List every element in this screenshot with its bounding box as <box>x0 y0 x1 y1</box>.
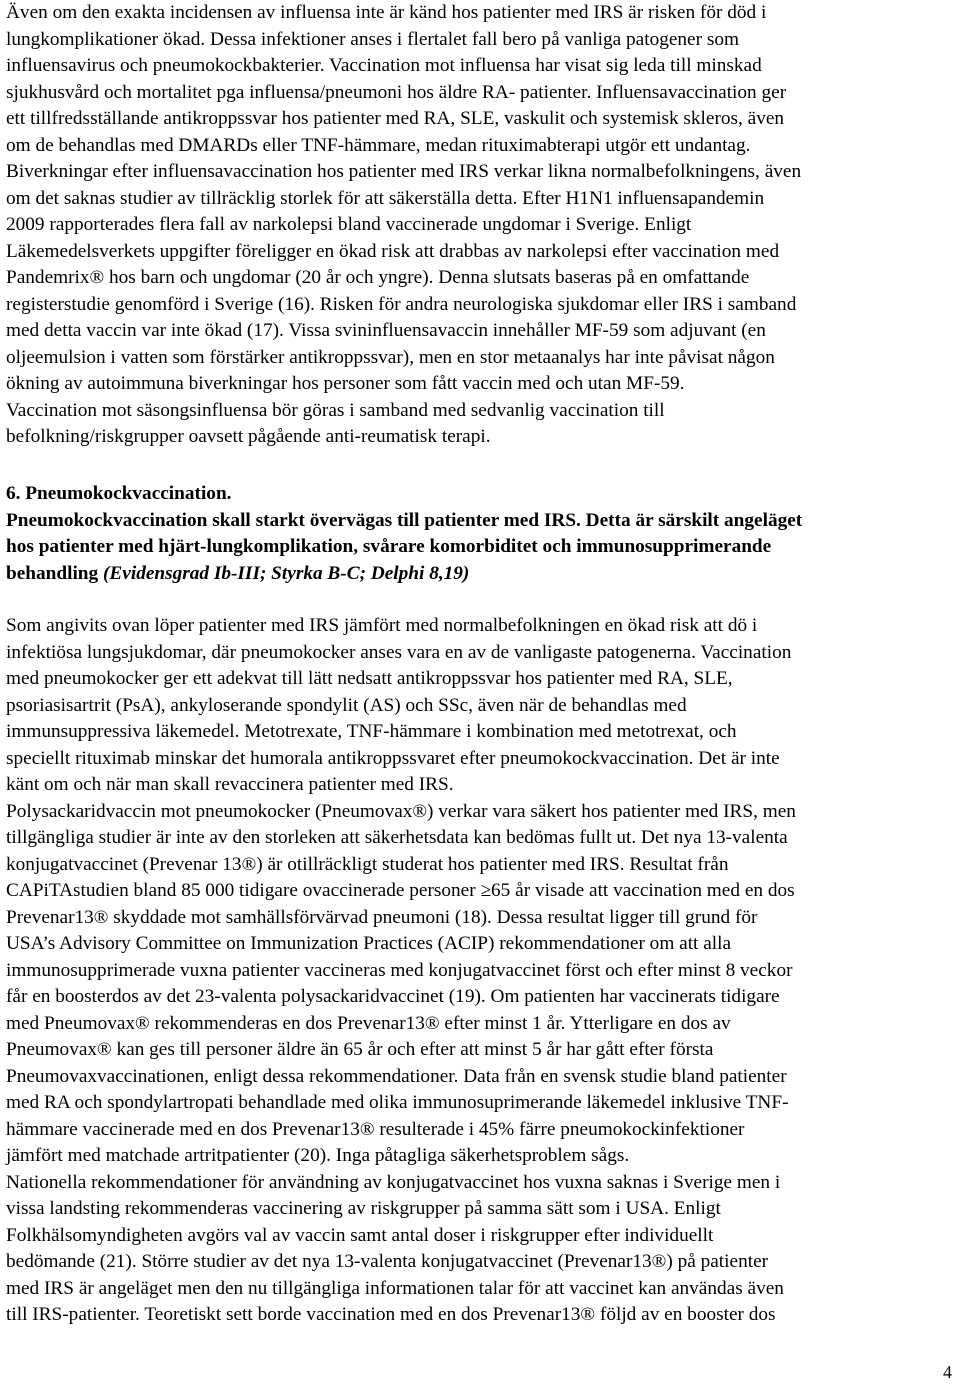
text-line: med detta vaccin var inte ökad (17). Vissa svininfluensavaccin innehåller MF-59 som adjuvant (en <box>6 320 766 341</box>
text-line: jämfört med matchade artritpatienter (20). Inga påtagliga säkerhetsproblem sågs. <box>6 1145 630 1166</box>
text-line: oljeemulsion i vatten som förstärker antikroppssvar), men en stor metaanalys har inte påvisat någon <box>6 346 775 368</box>
text-line: får en boosterdos av det 23-valenta polysackaridvaccinet (19). Om patienten har vaccinerats tidigare <box>6 986 780 1007</box>
text-line: USA’s Advisory Committee on Immunization Practices (ACIP) rekommendationer om att alla <box>6 933 732 954</box>
text-line: med IRS är angeläget men den nu tillgängliga informationen talar för att vaccinet kan användas även <box>6 1277 784 1299</box>
text-line: Polysackaridvaccin mot pneumokocker (Pneumovax®) verkar vara säkert hos patienter med IRS, men <box>6 800 796 822</box>
evidence-grade: (Evidensgrad Ib-III; Styrka B-C; Delphi 8,19) <box>103 562 470 584</box>
text-line: ett tillfredsställande antikroppssvar hos patienter med RA, SLE, vaskulit och systemisk skleros, även <box>6 108 785 129</box>
text-line: Prevenar13® skyddade mot samhällsförvärvad pneumoni (18). Dessa resultat ligger till grund för <box>6 906 758 928</box>
text-line: med RA och spondylartropati behandlade med olika immunosuprimerande läkemedel inklusive TNF- <box>6 1092 789 1113</box>
text-line: konjugatvaccinet (Prevenar 13®) är otillräckligt studerat hos patienter med IRS. Resultat från <box>6 853 729 875</box>
text-line: om det saknas studier av tillräcklig storlek för att säkerställa detta. Efter H1N1 influensapandemin <box>6 187 765 209</box>
text-line: hämmare vaccinerade med en dos Prevenar13® resulterade i 45% färre pneumokockinfektioner <box>6 1118 745 1140</box>
text-line: ökning av autoimmuna biverkningar hos personer som fått vaccin med och utan MF-59. <box>6 373 685 394</box>
text-line: Som angivits ovan löper patienter med IRS jämfört med normalbefolkningen en ökad risk att dö i <box>6 615 758 636</box>
text-line: immunsuppressiva läkemedel. Metotrexate, TNF-hämmare i kombination med metotrexat, och <box>6 721 737 742</box>
text-line: Pneumovax® kan ges till personer äldre än 65 år och efter att minst 5 år har gått efter första <box>6 1039 714 1060</box>
text-line: bedömande (21). Större studier av det nya 13-valenta konjugatvaccinet (Prevenar13®) på patienter <box>6 1251 769 1272</box>
text-line: registerstudie genomförd i Sverige (16). Risken för andra neurologiska sjukdomar eller IRS i samband <box>6 293 797 315</box>
text-line: med Pneumovax® rekommenderas en dos Prevenar13® efter minst 1 år. Ytterligare en dos av <box>6 1012 731 1034</box>
text-line: Pneumovaxvaccinationen, enligt dessa rekommendationer. Data från en svensk studie bland patienter <box>6 1065 787 1087</box>
text-line: lungkomplikationer ökad. Dessa infektioner anses i flertalet fall bero på vanliga patogener som <box>6 28 739 50</box>
text-line: befolkning/riskgrupper oavsett pågående anti-reumatisk terapi. <box>6 426 491 447</box>
document-page <box>6 0 956 1385</box>
text-line: Även om den exakta incidensen av influensa inte är känd hos patienter med IRS är risken för död i <box>6 2 767 23</box>
text-line: Folkhälsomyndigheten avgörs val av vaccin samt antal doser i riskgrupper efter individuellt <box>6 1224 714 1246</box>
text-line: sjukhusvård och mortalitet pga influensa/pneumoni hos äldre RA- patienter. Influensavaccination ger <box>6 81 787 103</box>
text-line: Biverkningar efter influensavaccination hos patienter med IRS verkar likna normalbefolkningens, även <box>6 161 802 182</box>
text-line: psoriasisartrit (PsA), ankyloserande spondylit (AS) och SSc, även när de behandlas med <box>6 694 687 716</box>
text-line: känt om och när man skall revaccinera patienter med IRS. <box>6 774 454 795</box>
text-line: med pneumokocker ger ett adekvat till lätt nedsatt antikroppssvar hos patienter med RA, SLE, <box>6 668 733 689</box>
text-line: Pandemrix® hos barn och ungdomar (20 år och yngre). Denna slutsats baseras på en omfattande <box>6 267 750 288</box>
text-line: infektiösa lungsjukdomar, där pneumokocker anses vara en av de vanligaste patogenerna. Vaccination <box>6 641 792 663</box>
page-number: 4 <box>943 1362 952 1382</box>
text-line: Nationella rekommendationer för användning av konjugatvaccinet hos vuxna saknas i Sverige men i <box>6 1171 781 1193</box>
text-line: influensavirus och pneumokockbakterier. Vaccination mot influensa har visat sig leda till minskad <box>6 55 762 76</box>
text-line: Vaccination mot säsongsinfluensa bör göras i samband med sedvanlig vaccination till <box>6 399 665 421</box>
recommendation-text: behandling <box>6 562 103 584</box>
text-line: CAPiTAstudien bland 85 000 tidigare ovaccinerade personer ≥65 år visade att vaccination med en dos <box>6 880 795 901</box>
recommendation-line: hos patienter med hjärt-lungkomplikation, svårare komorbiditet och immunosupprimerande <box>6 536 772 557</box>
text-line: till IRS-patienter. Teoretiskt sett borde vaccination med en dos Prevenar13® följd av en booster dos <box>6 1304 776 1325</box>
section-heading: 6. Pneumokockvaccination. <box>6 483 232 504</box>
text-line: om de behandlas med DMARDs eller TNF-hämmare, medan rituximabterapi utgör ett undantag. <box>6 134 751 156</box>
text-line: immunosupprimerade vuxna patienter vaccineras med konjugatvaccinet först och efter minst 8 veckor <box>6 959 793 981</box>
text-line: 2009 rapporterades flera fall av narkolepsi bland vaccinerade ungdomar i Sverige. Enligt <box>6 214 692 235</box>
recommendation-line <box>6 561 469 587</box>
text-line: vissa landsting rekommenderas vaccinering av riskgrupper på samma sätt som i USA. Enligt <box>6 1198 721 1219</box>
text-line: Läkemedelsverkets uppgifter föreligger en ökad risk att drabbas av narkolepsi efter vaccination med <box>6 240 780 262</box>
recommendation-line: Pneumokockvaccination skall starkt övervägas till patienter med IRS. Detta är särskilt angeläget <box>6 509 803 531</box>
text-line: speciellt rituximab minskar det humorala antikroppssvaret efter pneumokockvaccination. Det är inte <box>6 747 780 769</box>
text-line: tillgängliga studier är inte av den storleken att säkerhetsdata kan bedömas fullt ut. Det nya 13-valenta <box>6 827 788 848</box>
